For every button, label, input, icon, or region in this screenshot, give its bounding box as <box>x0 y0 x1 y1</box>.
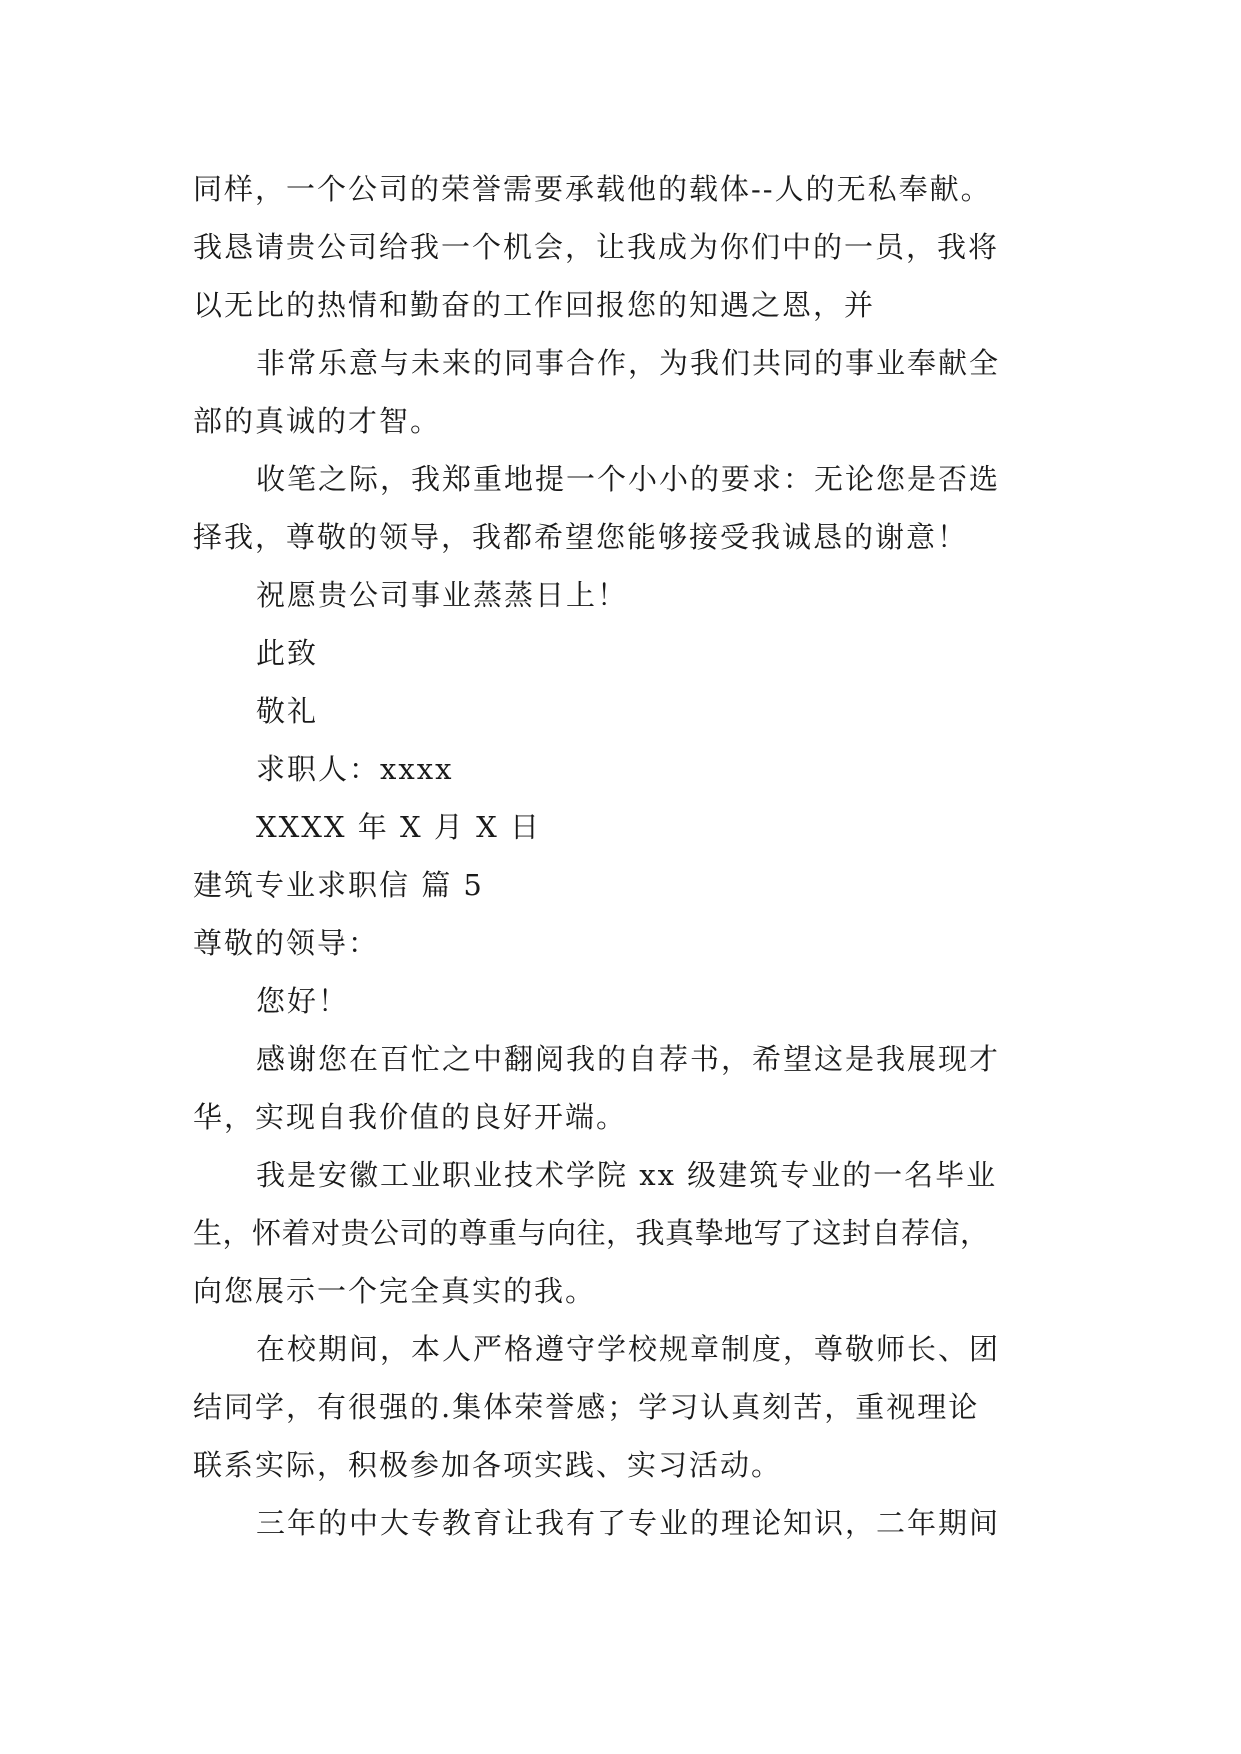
text-line: 我恳请贵公司给我一个机会，让我成为你们中的一员，我将 <box>193 230 1000 264</box>
greeting-hello: 您好！ <box>256 984 350 1018</box>
closing-salutation: 此致 <box>256 636 319 670</box>
text-line: 部的真诚的才智。 <box>193 404 442 438</box>
closing-regards: 敬礼 <box>256 694 319 728</box>
text-line: 择我，尊敬的领导，我都希望您能够接受我诚恳的谢意！ <box>193 520 969 554</box>
text-line: 华，实现自我价值的良好开端。 <box>193 1100 628 1134</box>
letter-date: XXXX 年 X 月 X 日 <box>256 810 541 844</box>
greeting: 尊敬的领导： <box>193 926 380 960</box>
text-line: 生，怀着对贵公司的尊重与向往，我真挚地写了这封自荐信， <box>193 1216 990 1250</box>
text-line: 三年的中大专教育让我有了专业的理论知识，二年期间 <box>256 1506 1001 1540</box>
text-line: 同样，一个公司的荣誉需要承载他的载体--人的无私奉献。 <box>193 172 992 206</box>
text-line: 以无比的热情和勤奋的工作回报您的知遇之恩，并 <box>193 288 876 322</box>
text-line: 结同学，有很强的.集体荣誉感；学习认真刻苦，重视理论 <box>193 1390 980 1424</box>
text-line: 在校期间，本人严格遵守学校规章制度，尊敬师长、团 <box>256 1332 1001 1366</box>
text-line: 向您展示一个完全真实的我。 <box>193 1274 597 1308</box>
text-line: 联系实际，积极参加各项实践、实习活动。 <box>193 1448 783 1482</box>
text-line: 收笔之际，我郑重地提一个小小的要求：无论您是否选 <box>256 462 1001 496</box>
document-body <box>193 160 1073 1552</box>
text-line: 非常乐意与未来的同事合作，为我们共同的事业奉献全 <box>256 346 1001 380</box>
text-line: 祝愿贵公司事业蒸蒸日上！ <box>256 578 629 612</box>
applicant-signature: 求职人：xxxx <box>256 752 454 786</box>
text-line: 我是安徽工业职业技术学院 xx 级建筑专业的一名毕业 <box>256 1158 998 1192</box>
section-title: 建筑专业求职信 篇 5 <box>193 868 484 902</box>
text-line: 感谢您在百忙之中翻阅我的自荐书，希望这是我展现才 <box>256 1042 1001 1076</box>
